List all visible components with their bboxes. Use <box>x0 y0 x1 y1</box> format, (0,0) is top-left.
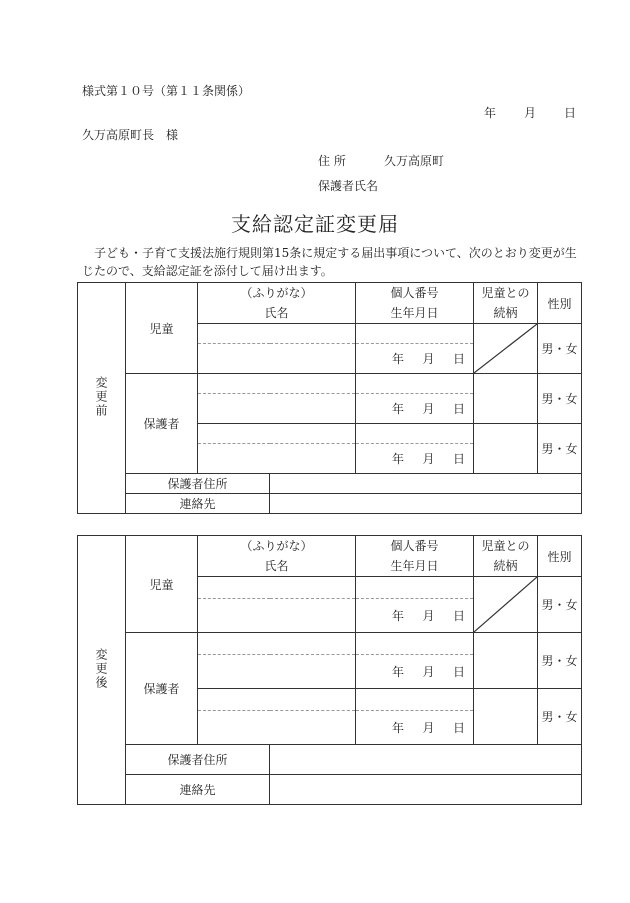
guardian2-furigana-field[interactable] <box>198 424 356 444</box>
guardian2-personal-number-field[interactable] <box>356 689 474 711</box>
date-month-label: 月 <box>524 106 537 120</box>
row-label-guardian: 保護者 <box>126 374 198 474</box>
year-label: 年 <box>392 721 405 735</box>
contact-label: 連絡先 <box>126 494 270 514</box>
guardian1-personal-number-field[interactable] <box>356 374 474 394</box>
section-label: 変更前 <box>78 283 126 514</box>
guardian2-relation-field[interactable] <box>474 689 538 745</box>
guardian2-gender-field[interactable] <box>538 424 582 474</box>
guardian1-name-field[interactable] <box>198 394 356 424</box>
addressee: 久万高原町長 様 <box>82 128 179 142</box>
guardian1-furigana-field[interactable] <box>198 374 356 394</box>
guardian2-relation-field[interactable] <box>474 424 538 474</box>
guardian-address-label: 保護者住所 <box>126 474 270 494</box>
gender-option: 男・女 <box>541 392 578 406</box>
guardian1-gender-field[interactable] <box>538 633 582 689</box>
number-birth-header: 個人番号 生年月日 <box>356 283 474 324</box>
address-label: 住 所 <box>318 154 346 168</box>
day-label: 日 <box>452 402 465 416</box>
guardian2-furigana-field[interactable] <box>198 689 356 711</box>
month-label: 月 <box>422 609 435 623</box>
guardian1-furigana-field[interactable] <box>198 633 356 655</box>
date-year-label: 年 <box>484 106 497 120</box>
child-birth-date-field[interactable] <box>356 599 474 633</box>
guardian1-relation-field[interactable] <box>474 374 538 424</box>
month-label: 月 <box>422 665 435 679</box>
gender-option: 男・女 <box>541 342 578 356</box>
guardian-address-field[interactable] <box>270 745 582 775</box>
gender-header: 性別 <box>538 536 582 577</box>
guardian-name-label: 保護者氏名 <box>318 179 379 193</box>
child-relation-slash <box>474 577 538 633</box>
year-label: 年 <box>392 609 405 623</box>
child-personal-number-field[interactable] <box>356 324 474 344</box>
guardian1-personal-number-field[interactable] <box>356 633 474 655</box>
number-birth-header: 個人番号 生年月日 <box>356 536 474 577</box>
section-table <box>77 282 582 514</box>
contact-label: 連絡先 <box>126 775 270 805</box>
guardian2-gender-field[interactable] <box>538 689 582 745</box>
year-label: 年 <box>392 452 405 466</box>
gender-header: 性別 <box>538 283 582 324</box>
gender-option: 男・女 <box>541 442 578 456</box>
child-name-field[interactable] <box>198 599 356 633</box>
gender-option: 男・女 <box>541 710 578 724</box>
date-day-label: 日 <box>564 106 577 120</box>
guardian2-name-field[interactable] <box>198 444 356 474</box>
gender-option: 男・女 <box>541 598 578 612</box>
row-label-child: 児童 <box>126 536 198 633</box>
year-label: 年 <box>392 402 405 416</box>
month-label: 月 <box>422 452 435 466</box>
guardian1-birth-date-field[interactable] <box>356 394 474 424</box>
guardian2-birth-date-field[interactable] <box>356 711 474 745</box>
child-birth-date-field[interactable] <box>356 344 474 374</box>
section-label: 変更後 <box>78 536 126 805</box>
relation-header: 児童との 続柄 <box>474 536 538 577</box>
child-name-field[interactable] <box>198 344 356 374</box>
contact-field[interactable] <box>270 775 582 805</box>
guardian2-birth-date-field[interactable] <box>356 444 474 474</box>
guardian1-birth-date-field[interactable] <box>356 655 474 689</box>
guardian2-name-field[interactable] <box>198 711 356 745</box>
address-value: 久万高原町 <box>384 154 445 168</box>
gender-option: 男・女 <box>541 654 578 668</box>
child-relation-slash <box>474 324 538 374</box>
child-gender-field[interactable] <box>538 577 582 633</box>
contact-field[interactable] <box>270 494 582 514</box>
name-header: （ふりがな） 氏名 <box>198 283 356 324</box>
day-label: 日 <box>452 609 465 623</box>
year-label: 年 <box>392 352 405 366</box>
month-label: 月 <box>422 402 435 416</box>
name-header: （ふりがな） 氏名 <box>198 536 356 577</box>
form-number: 様式第１０号（第１１条関係） <box>82 84 251 98</box>
child-furigana-field[interactable] <box>198 577 356 599</box>
page-title: 支給認定証変更届 <box>231 212 399 236</box>
body-text: 子ども・子育て支援法施行規則第15条に規定する届出事項について、次のとおり変更が生じたので、支給認定証を添付して届け出ます。 <box>82 246 577 278</box>
row-label-child: 児童 <box>126 283 198 374</box>
guardian-address-field[interactable] <box>270 474 582 494</box>
section-table <box>77 535 582 805</box>
day-label: 日 <box>452 452 465 466</box>
relation-header: 児童との 続柄 <box>474 283 538 324</box>
year-label: 年 <box>392 665 405 679</box>
day-label: 日 <box>452 665 465 679</box>
day-label: 日 <box>452 352 465 366</box>
guardian1-gender-field[interactable] <box>538 374 582 424</box>
month-label: 月 <box>422 721 435 735</box>
child-gender-field[interactable] <box>538 324 582 374</box>
guardian1-name-field[interactable] <box>198 655 356 689</box>
guardian1-relation-field[interactable] <box>474 633 538 689</box>
month-label: 月 <box>422 352 435 366</box>
guardian-address-label: 保護者住所 <box>126 745 270 775</box>
row-label-guardian: 保護者 <box>126 633 198 745</box>
child-personal-number-field[interactable] <box>356 577 474 599</box>
guardian2-personal-number-field[interactable] <box>356 424 474 444</box>
day-label: 日 <box>452 721 465 735</box>
child-furigana-field[interactable] <box>198 324 356 344</box>
